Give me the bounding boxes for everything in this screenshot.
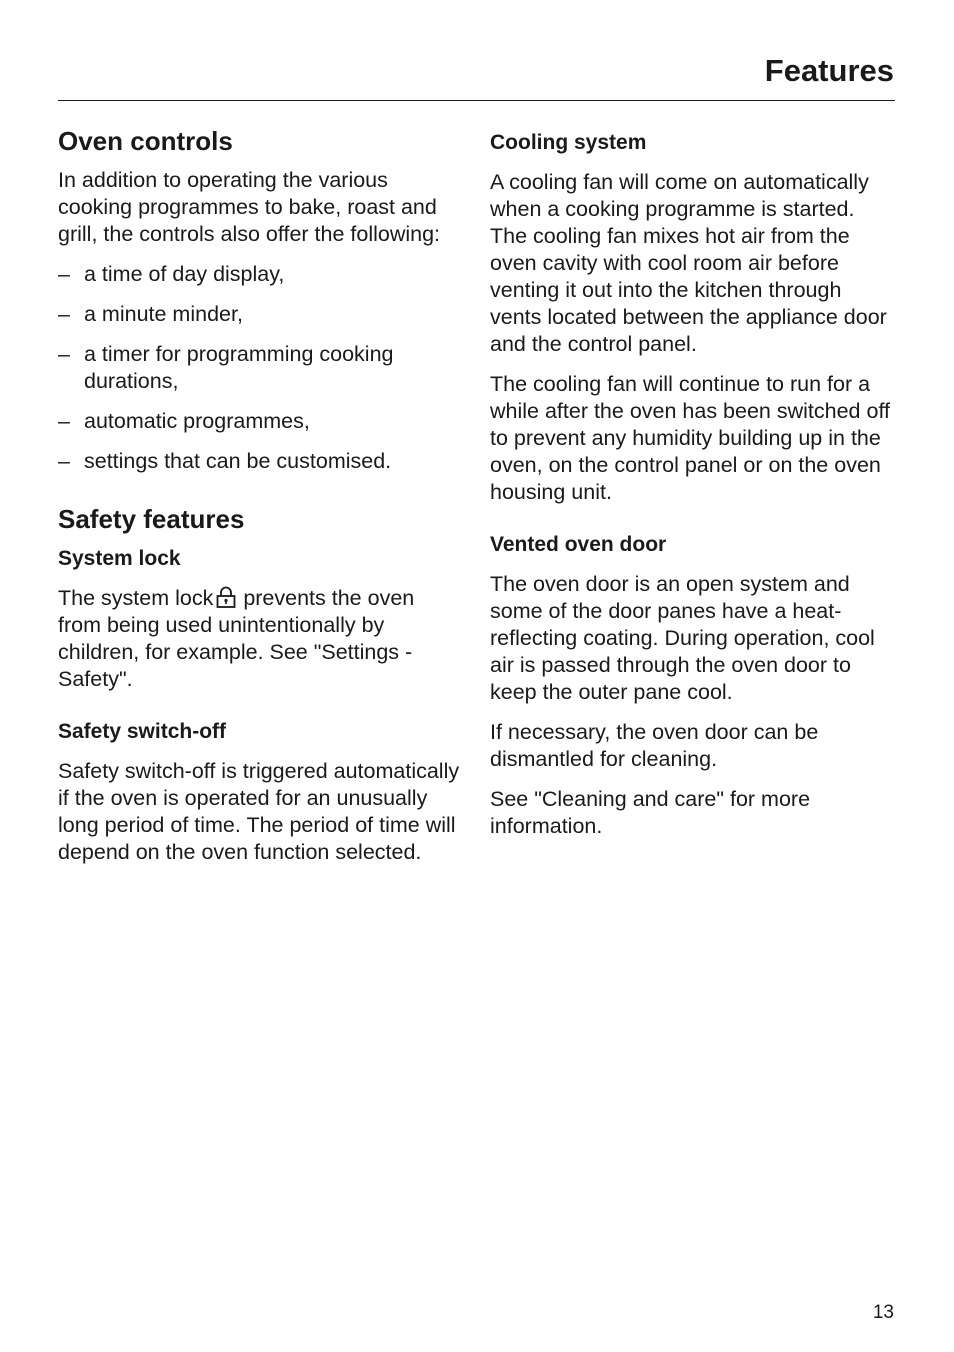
page-number: 13 [872,1302,894,1323]
lock-icon [216,586,236,608]
system-lock-text-start: The system lock [58,586,214,610]
system-lock-text [58,585,463,693]
vented-oven-door-paragraph: If necessary, the oven door can be dismantled for cleaning. [490,720,819,771]
list-item [58,261,463,288]
bullet-dash: – [58,449,70,473]
list-item [58,301,463,328]
list-item-text: automatic programmes, [84,409,310,433]
right-column [490,124,895,853]
vented-oven-door-heading: Vented oven door [490,533,667,556]
vented-oven-door-paragraph: See "Cleaning and care" for more information. [490,787,811,838]
vented-oven-door-paragraph: The oven door is an open system and some of the door panes have a heat-reflecting coating. During operation, cool air is passed through the oven door to keep the outer pane cool. [490,572,875,704]
oven-controls-intro: In addition to operating the various cooking programmes to bake, roast and grill, the controls also offer the following: [58,168,441,246]
safety-switch-off-heading: Safety switch-off [58,720,227,743]
title-divider [58,100,895,101]
bullet-dash: – [58,342,70,366]
page-title: Features [764,53,894,88]
safety-features-heading: Safety features [58,504,245,534]
list-item-text: a timer for programming cooking durations, [84,342,394,393]
cooling-system-paragraph: The cooling fan will continue to run for a while after the oven has been switched off to prevent any humidity building up in the oven, on the control panel or on the oven housing unit. [490,372,890,504]
oven-controls-heading: Oven controls [58,126,233,156]
safety-switch-off-text: Safety switch-off is triggered automatically if the oven is operated for an unusually long period of time. The period of time will depend on the oven function selected. [58,759,460,864]
left-column [58,124,463,879]
list-item-text: a minute minder, [84,302,243,326]
system-lock-text-end: prevents the oven from being used unintentionally by children, for example. See "Settings - Safety". [58,586,415,691]
bullet-dash: – [58,409,70,433]
list-item [58,408,463,435]
cooling-system-paragraph: A cooling fan will come on automatically when a cooking programme is started. The cooling fan mixes hot air from the oven cavity with cool room air before venting it out into the kitchen through vents located between the appliance door and the control panel. [490,170,887,356]
list-item-text: a time of day display, [84,262,285,286]
list-item [58,341,463,395]
oven-controls-list [58,261,463,475]
list-item [58,448,463,475]
list-item-text: settings that can be customised. [84,449,392,473]
system-lock-heading: System lock [58,547,181,570]
bullet-dash: – [58,262,70,286]
cooling-system-heading: Cooling system [490,131,647,154]
bullet-dash: – [58,302,70,326]
